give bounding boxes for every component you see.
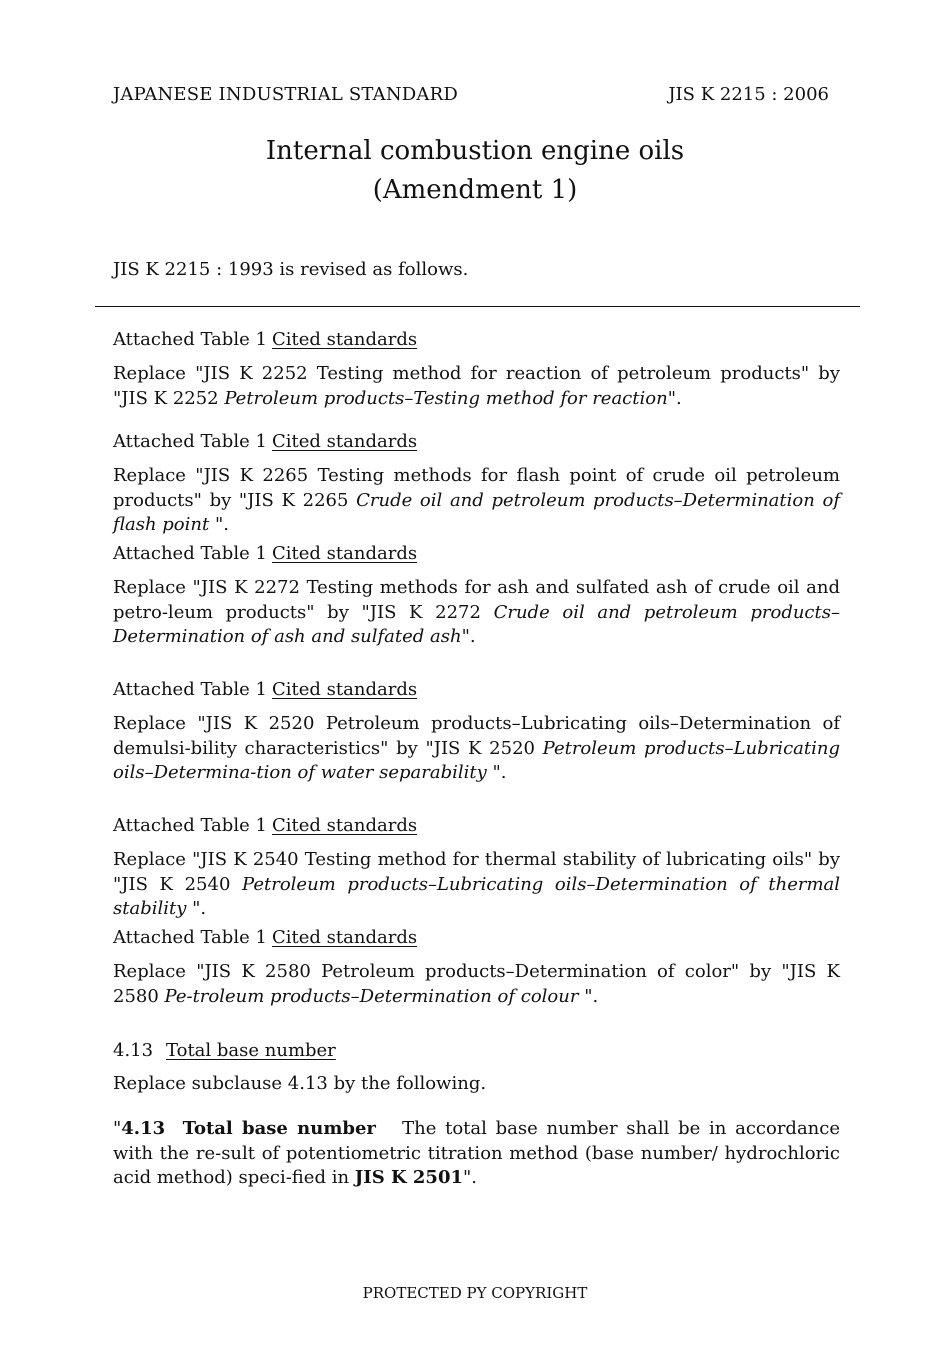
amendment-text <box>113 576 840 650</box>
amendment-new-title: Petroleum products–Lubricating oils–Determination of thermal stability <box>113 873 841 919</box>
section-body <box>113 1117 840 1191</box>
amendment-old-text: Replace "JIS K 2580 Petroleum products–Determination of color" by "JIS K 2580 <box>113 961 840 1007</box>
body-section-title: Total base number <box>182 1118 376 1139</box>
amendment-topic: Cited standards <box>272 329 418 350</box>
document-subtitle: (Amendment 1) <box>372 175 578 205</box>
amendment-block <box>113 815 840 922</box>
amendment-heading <box>113 543 840 565</box>
amendment-text <box>113 848 840 922</box>
document-title: Internal combustion engine oils <box>265 136 685 166</box>
amendment-ref: Attached Table 1 <box>113 431 267 452</box>
amendment-topic: Cited standards <box>272 927 418 948</box>
quote-close: ". <box>463 1167 478 1188</box>
section-heading <box>113 1040 336 1061</box>
amendment-text <box>113 712 840 786</box>
horizontal-divider <box>95 306 860 307</box>
amendment-new-title: Pe-troleum products–Determination of colour <box>164 985 579 1007</box>
amendment-heading <box>113 679 840 701</box>
amendment-suffix: ". <box>461 626 476 647</box>
amendment-block <box>113 431 840 538</box>
amendment-heading <box>113 431 840 453</box>
header-standard-name: JAPANESE INDUSTRIAL STANDARD <box>113 84 459 105</box>
amendment-new-title: Petroleum products–Lubricating oils–Determina-tion of water separability <box>113 737 840 783</box>
amendment-old-text: Replace "JIS K 2540 Testing method for thermal stability of lubricating oils" by "JIS K 2540 <box>113 849 840 895</box>
amendment-text <box>113 464 840 538</box>
section-topic: Total base number <box>166 1040 336 1061</box>
amendment-ref: Attached Table 1 <box>113 679 267 700</box>
copyright-footer: PROTECTED PY COPYRIGHT <box>362 1284 588 1302</box>
amendment-old-text: Replace "JIS K 2265 Testing methods for flash point of crude oil petroleum products" by "JIS K 2265 <box>113 465 840 511</box>
amendment-heading <box>113 815 840 837</box>
body-section-text: The total base number shall be in accordance with the re-sult of potentiometric titration method (base number/ hydrochloric acid method) speci-fied in <box>113 1118 841 1188</box>
amendment-block <box>113 927 840 1009</box>
amendment-topic: Cited standards <box>272 543 418 564</box>
amendment-suffix: ". <box>486 762 507 783</box>
amendment-suffix: ". <box>186 898 207 919</box>
amendment-old-text: Replace "JIS K 2252 Testing method for reaction of petroleum products" by "JIS K 2252 <box>113 363 840 409</box>
section-number: 4.13 <box>113 1040 154 1061</box>
amendment-text <box>113 362 840 411</box>
amendment-block <box>113 679 840 786</box>
amendment-ref: Attached Table 1 <box>113 815 267 836</box>
intro-statement: JIS K 2215 : 1993 is revised as follows. <box>113 259 469 280</box>
amendment-new-title: Crude oil and petroleum products–Determination of flash point <box>113 489 840 535</box>
amendment-ref: Attached Table 1 <box>113 329 267 350</box>
amendment-block <box>113 543 840 650</box>
amendment-suffix: ". <box>667 387 682 409</box>
amendment-topic: Cited standards <box>272 815 418 836</box>
amendment-block <box>113 329 840 411</box>
amendment-topic: Cited standards <box>272 679 418 700</box>
amendment-old-text: Replace "JIS K 2272 Testing methods for ash and sulfated ash of crude oil and petro-leum products" by "JIS K 2272 <box>113 577 840 623</box>
amendment-new-title: Crude oil and petroleum products–Determination of ash and sulfated ash <box>113 601 840 647</box>
header-standard-number: JIS K 2215 : 2006 <box>668 84 829 105</box>
amendment-old-text: Replace "JIS K 2520 Petroleum products–Lubricating oils–Determination of demulsi-bility characteristics" by "JIS K 2520 <box>113 713 840 759</box>
amendment-new-title: Petroleum products–Testing method for reaction <box>224 387 668 409</box>
amendment-suffix: ". <box>209 514 229 535</box>
amendment-heading <box>113 927 840 949</box>
amendment-heading <box>113 329 840 351</box>
amendment-ref: Attached Table 1 <box>113 543 267 564</box>
body-standard-ref: JIS K 2501 <box>354 1167 463 1188</box>
amendment-suffix: ". <box>578 985 599 1007</box>
amendment-ref: Attached Table 1 <box>113 927 267 948</box>
section-instruction: Replace subclause 4.13 by the following. <box>113 1073 487 1094</box>
quote-open: " <box>113 1118 122 1139</box>
amendment-text <box>113 960 840 1009</box>
amendment-topic: Cited standards <box>272 431 418 452</box>
body-section-number: 4.13 <box>121 1118 166 1139</box>
